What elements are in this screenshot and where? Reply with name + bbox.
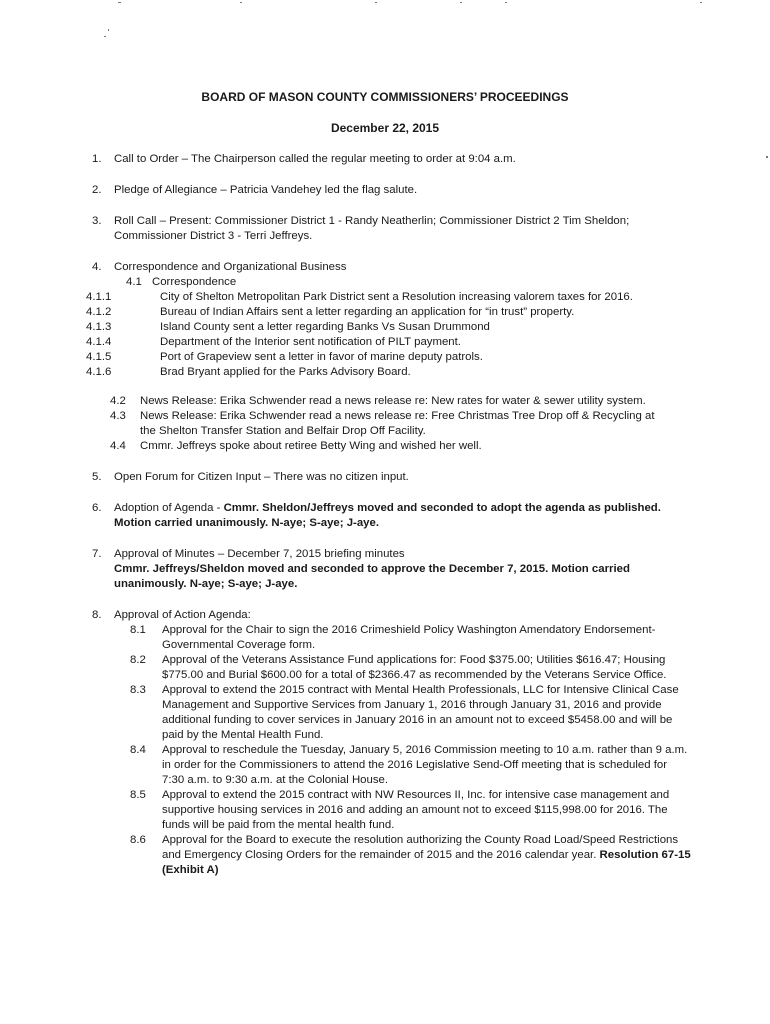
subitem-number: 8.2 — [130, 654, 146, 666]
item-text — [114, 501, 684, 531]
item-text: Correspondence and Organizational Business — [114, 261, 347, 273]
correspondence-item — [86, 320, 692, 335]
item-number: 7. — [92, 548, 102, 560]
subitem-text: Approval of the Veterans Assistance Fund applications for: Food $375.00; Utilities $616.47; Housing $775.00 and Burial $600.00 for a total of $2366.47 as recommended by the Veterans Service Office. — [162, 654, 667, 681]
subitem-text: Correspondence — [152, 276, 237, 288]
item-number: 6. — [92, 502, 102, 514]
subitem-number: 4.1.5 — [86, 351, 112, 363]
item-number: 2. — [92, 184, 102, 196]
item-label: Adoption of Agenda - — [114, 502, 224, 514]
subitem-4-4 — [92, 439, 692, 454]
subitem-text: Port of Grapeview sent a letter in favor of marine deputy patrols. — [160, 351, 483, 363]
item-2 — [92, 183, 692, 198]
item-number: 1. — [92, 153, 102, 165]
subitem-number: 4.1.2 — [86, 306, 112, 318]
subitem-text: Bureau of Indian Affairs sent a letter regarding an application for “in trust” property. — [160, 306, 575, 318]
subitem-label: Approval for the Board to execute the resolution authorizing the County Road Load/Speed Restrictions and Emergency Closing Orders for the remainder of 2015 and the 2016 calendar year. — [162, 834, 679, 861]
action-item — [114, 653, 692, 683]
item-number: 5. — [92, 471, 102, 483]
item-7 — [92, 547, 684, 592]
item-text: Open Forum for Citizen Input – There was no citizen input. — [114, 471, 409, 483]
subitem-text: Cmmr. Jeffreys spoke about retiree Betty Wing and wished her well. — [140, 440, 482, 452]
action-item — [114, 683, 692, 743]
item-text: Pledge of Allegiance – Patricia Vandehey led the flag salute. — [114, 184, 418, 196]
item-1 — [92, 152, 692, 167]
item-number: 3. — [92, 215, 102, 227]
action-item — [114, 743, 692, 788]
item-5 — [92, 470, 692, 485]
subitem-text: City of Shelton Metropolitan Park District sent a Resolution increasing valorem taxes for 2016. — [160, 291, 633, 303]
subitem-4-2 — [92, 394, 660, 409]
motion-text: Cmmr. Jeffreys/Sheldon moved and seconded to approve the December 7, 2015. Motion carried unanimously. N-aye; S-aye; J-aye. — [114, 563, 630, 590]
correspondence-item — [86, 305, 692, 320]
item-6 — [92, 501, 684, 531]
subitem-number: 4.1.6 — [86, 366, 112, 378]
item-number: 8. — [92, 609, 102, 621]
action-item — [114, 623, 672, 653]
subitem-number: 8.5 — [130, 789, 146, 801]
subitem-4-1 — [114, 275, 692, 290]
subitem-number: 8.1 — [130, 624, 146, 636]
subitem-number: 4.2 — [110, 395, 126, 407]
subitem-text: News Release: Erika Schwender read a news release re: Free Christmas Tree Drop off & Recycling at the Shelton Transfer Station and Belfair Drop Off Facility. — [140, 410, 655, 437]
item-number: 4. — [92, 261, 102, 273]
item-3 — [92, 214, 674, 244]
subitem-number: 4.4 — [110, 440, 126, 452]
subitem-text: Approval to extend the 2015 contract with NW Resources II, Inc. for intensive case management and supportive housing services in 2016 and adding an amount not to exceed $115,998.00 for 2016. The funds will be paid from the mental health fund. — [162, 789, 670, 831]
item-text: Approval of Action Agenda: — [114, 609, 251, 621]
subitem-number: 8.4 — [130, 744, 146, 756]
resolution-reference: Resolution 67-15 (Exhibit A) — [162, 849, 691, 876]
subitem-number: 8.6 — [130, 834, 146, 846]
action-item — [114, 788, 692, 833]
subitem-number: 4.1.4 — [86, 336, 112, 348]
subitem-number: 4.1.3 — [86, 321, 112, 333]
correspondence-item — [86, 365, 692, 380]
subitem-text — [162, 833, 692, 878]
subitem-number: 4.3 — [110, 410, 126, 422]
subitem-text: Approval to reschedule the Tuesday, January 5, 2016 Commission meeting to 10 a.m. rather than 9 a.m. in order for the Commissioners to attend the 2016 Legislative Send-Off meeting that is scheduled for 7:30 a.m. to 9:30 a.m. at the Colonial House. — [162, 744, 688, 786]
subitem-number: 4.1 — [126, 276, 142, 288]
correspondence-item — [86, 335, 692, 350]
item-8 — [92, 608, 692, 878]
correspondence-item — [86, 350, 692, 365]
subitem-text: Approval to extend the 2015 contract with Mental Health Professionals, LLC for Intensive Clinical Case Management and Supportive Services from January 1, 2016 through January 31, 2016 and provide additional funding to cover services in January 2016 in an amount not to exceed $5458.00 and will be paid by the Mental Health Fund. — [162, 684, 679, 741]
item-text: Call to Order – The Chairperson called the regular meeting to order at 9:04 a.m. — [114, 153, 516, 165]
item-text: Roll Call – Present: Commissioner District 1 - Randy Neatherlin; Commissioner District 2 Tim Sheldon; Commissioner District 3 - Terri Jeffreys. — [114, 215, 630, 242]
proceedings-body — [86, 152, 692, 878]
document-title: BOARD OF MASON COUNTY COMMISSIONERS’ PROCEEDINGS — [201, 90, 569, 104]
item-text: Approval of Minutes – December 7, 2015 briefing minutes — [114, 548, 405, 560]
subitem-number: 4.1.1 — [86, 291, 112, 303]
document-date: December 22, 2015 — [330, 121, 440, 135]
item-4 — [86, 260, 692, 454]
correspondence-item — [86, 290, 692, 305]
subitem-text: Department of the Interior sent notification of PILT payment. — [160, 336, 461, 348]
subitem-4-3 — [92, 409, 660, 439]
subitem-text: Brad Bryant applied for the Parks Advisory Board. — [160, 366, 411, 378]
subitem-number: 8.3 — [130, 684, 146, 696]
motion-text: Cmmr. Sheldon/Jeffreys moved and seconded to adopt the agenda as published. Motion carried unanimously. N-aye; S-aye; J-aye. — [114, 502, 661, 529]
action-item — [114, 833, 692, 878]
subitem-text: Approval for the Chair to sign the 2016 Crimeshield Policy Washington Amendatory Endorsement-Governmental Coverage form. — [162, 624, 656, 651]
subitem-text: Island County sent a letter regarding Banks Vs Susan Drummond — [160, 321, 490, 333]
subitem-text: News Release: Erika Schwender read a news release re: New rates for water & sewer utility system. — [140, 395, 646, 407]
